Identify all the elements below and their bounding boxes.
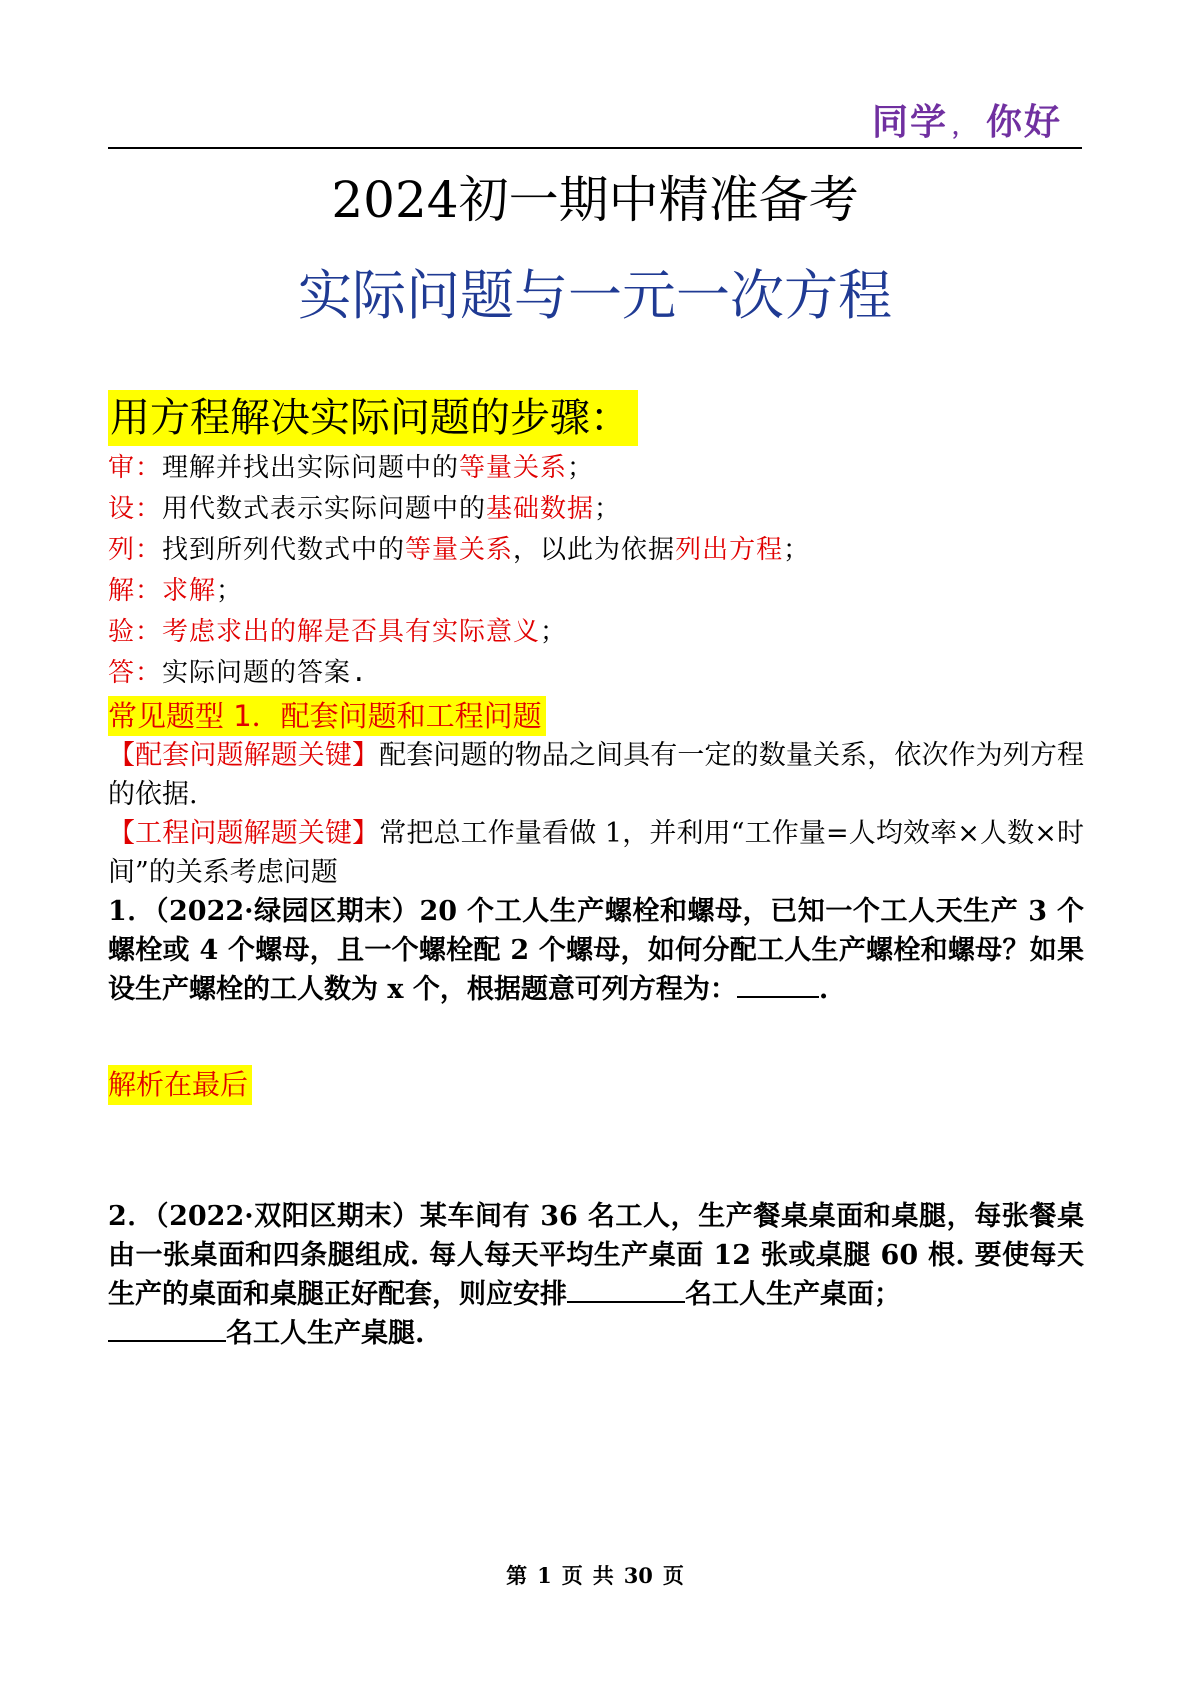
matching-key-label: 【配套问题解题关键】 [108,740,380,771]
step-key: 答： [108,658,163,688]
question-1-text: 20 个工人生产螺栓和螺母，已知一个工人天生产 3 个螺栓或 4 个螺母，且一个螺栓配 2 个螺母，如何分配工人生产螺栓和螺母？如果设生产螺栓的工人数为 x 个，根据题意可列方程为： [108,896,1085,1005]
step-text: ； [216,576,244,606]
greeting-banner [872,94,1062,145]
engineering-key-label: 【工程问题解题关键】 [108,818,380,849]
greeting-comma: ， [951,115,976,140]
step-line [108,530,1084,571]
question-2-blank-legs[interactable] [108,1314,226,1342]
step-line [108,612,1084,653]
step-key: 列： [108,535,163,565]
page-subtitle: 实际问题与一元一次方程 [298,264,892,327]
step-text: ； [783,535,811,565]
step-line [108,448,1084,489]
analysis-note: 解析在最后 [108,1065,252,1105]
footer-prefix: 第 [506,1563,528,1588]
question-2-number: 2 [108,1201,127,1232]
step-highlight: 列出方程 [675,535,784,565]
question-2-text-a: 某车间有 36 名工人，生产餐桌桌面和桌腿，每张餐桌由一张桌面和四条腿组成. 每人每天平均生产桌面 12 张或桌腿 60 根. 要使每天生产的桌面和桌腿正好配套，则应安排 [108,1201,1085,1310]
step-highlight: 等量关系 [405,535,514,565]
question-2-source: （2022·双阳区期末） [155,1201,420,1232]
step-highlight: 考虑求出的解是否具有实际意义 [162,617,541,647]
question-2-text-c: 名工人生产桌腿. [226,1318,425,1349]
page-title: 2024初一期中精准备考 [331,171,859,229]
steps-heading: 用方程解决实际问题的步骤： [108,390,638,446]
step-text: ； [594,494,622,524]
footer-current-page: 1 [537,1563,552,1588]
step-highlight: 等量关系 [459,453,568,483]
footer-middle2: 共 [592,1563,614,1588]
greeting-part2: 你好 [985,102,1062,143]
question-2: 2．（2022·双阳区期末）某车间有 36 名工人，生产餐桌桌面和桌腿，每张餐桌由一张桌面和四条腿组成. 每人每天平均生产桌面 12 张或桌腿 60 根. 要使每天生产的桌面和桌腿正好配套，则应安排 名工人生产桌面； 名工人生产桌腿. [108,1201,1085,1349]
step-key: 验： [108,617,163,647]
step-key: 审： [108,453,163,483]
engineering-key-paragraph [108,814,1084,892]
step-highlight: 基础数据 [486,494,595,524]
question-1-number: 1 [108,896,127,927]
matching-key-paragraph [108,736,1084,814]
footer-suffix: 页 [662,1563,684,1588]
footer-total-pages: 30 [623,1563,653,1588]
step-line [108,489,1084,530]
step-text: ； [567,453,595,483]
step-highlight: 求解 [162,576,217,606]
step-text: 找到所列代数式中的 [162,535,406,565]
header-divider [108,147,1082,149]
matching-key-text: 配套问题的物品之间具有一定的数量关系，依次作为列方程的依据. [108,740,1085,810]
page-footer [0,1560,1190,1590]
step-text: 理解并找出实际问题中的 [162,453,460,483]
question-1-answer-blank[interactable] [737,970,819,998]
step-text: 实际问题的答案. [162,658,368,688]
steps-list [108,448,1084,694]
question-1-source: （2022·绿园区期末） [154,896,420,927]
greeting-part1: 同学 [871,102,948,143]
engineering-key-text: 常把总工作量看做 1，并利用“工作量=人均效率×人数×时间”的关系考虑问题 [108,818,1084,888]
type1-heading: 常见题型 1．配套问题和工程问题 [108,696,546,736]
step-text: ，以此为依据 [513,535,676,565]
main-content [108,390,1084,1353]
question-1-end: . [818,974,829,1005]
step-line [108,571,1084,612]
step-line [108,653,1084,694]
step-text: 用代数式表示实际问题中的 [162,494,487,524]
question-2-blank-desktops[interactable] [567,1275,685,1303]
footer-middle1: 页 [561,1563,583,1588]
question-1: 1．（2022·绿园区期末）20 个工人生产螺栓和螺母，已知一个工人天生产 3 个螺栓或 4 个螺母，且一个螺栓配 2 个螺母，如何分配工人生产螺栓和螺母？如果设生产螺栓的工人数为 x 个，根据题意可列方程为： . [108,896,1085,1005]
step-key: 解： [108,576,163,606]
step-key: 设： [108,494,163,524]
step-text: ； [540,617,568,647]
question-2-text-b: 名工人生产桌面； [685,1279,901,1310]
